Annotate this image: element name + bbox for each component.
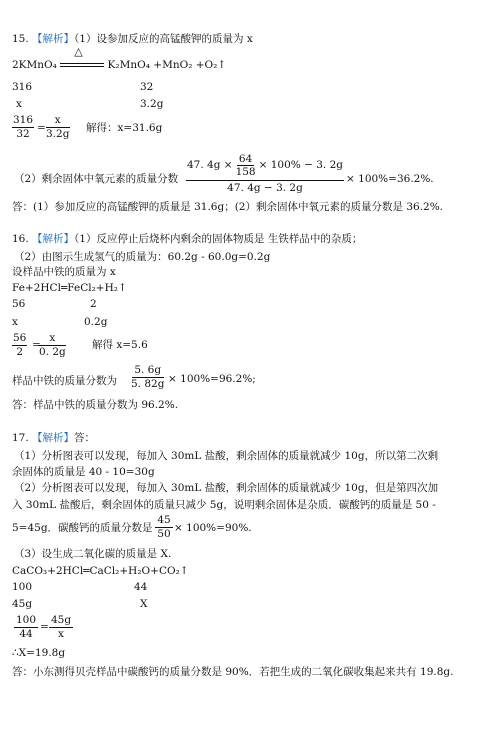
- q16-fraction-left: [12, 332, 27, 359]
- q17-equals: =: [40, 621, 49, 633]
- q15-part2-fraction: [186, 150, 344, 195]
- q16-mass-1: 56: [12, 298, 26, 310]
- q17-pct-fraction: [155, 514, 173, 541]
- q16-line-3: 设样品中铁的质量为 x: [12, 266, 116, 278]
- q16-frac-left-den: 2: [16, 346, 24, 358]
- q17-mass-1: 100: [12, 581, 33, 593]
- q17-title-tail: 答：: [74, 432, 96, 444]
- q15-p2-inner-fraction: [234, 153, 258, 178]
- q17-fraction-left: [14, 614, 38, 641]
- q16-number: 16.: [12, 233, 29, 245]
- q15-mass-1: 316: [12, 81, 33, 93]
- q16-frac-left-num: 56: [13, 332, 27, 344]
- q17-frac-right-num: 45g: [50, 614, 72, 626]
- q17-fraction-right: [49, 614, 73, 641]
- q16-solve: 解得 x=5.6: [92, 339, 148, 351]
- q16-pct-num: 5. 6g: [132, 364, 164, 378]
- q16-intro: （1）反应停止后烧杯内剩余的固体物质是 生铁样品中的杂质；: [74, 233, 363, 245]
- q17-pct-num: 45: [155, 514, 173, 528]
- q15-mass-2: 32: [140, 81, 154, 93]
- q15-heading: [12, 32, 253, 46]
- q15-frac-right-den: 3.2g: [46, 128, 70, 140]
- q15-heat-symbol: △: [74, 45, 83, 58]
- q17-line-1b: 余固体的质量是 40 - 10=30g: [12, 466, 155, 478]
- q15-equation: [12, 45, 227, 72]
- q17-analysis-tag: 【解析】: [32, 432, 75, 444]
- q17-line-2c-b: × 100%=90%.: [174, 522, 252, 534]
- q16-frac-right-num: x: [38, 332, 66, 346]
- q17-frac-left-num: 100: [15, 614, 37, 626]
- q15-analysis-tag: 【解析】: [32, 33, 75, 45]
- q16-pct-label: 样品中铁的质量分数为: [12, 375, 117, 387]
- q17-solve: ∴X=19.8g: [12, 647, 66, 659]
- q15-eq-left: 2KMnO₄: [12, 59, 57, 71]
- q15-equals: =: [37, 122, 46, 134]
- q15-frac-left-den: 32: [16, 128, 30, 140]
- q15-number: 15.: [12, 33, 29, 45]
- q15-part2-label: （2）剩余固体中氧元素的质量分数: [14, 173, 179, 185]
- q15-var-2: 3.2g: [140, 98, 164, 110]
- q16-line-2: （2）由图示生成氢气的质量为：60.2g - 60.0g=0.2g: [14, 251, 271, 263]
- q16-equation: Fe+2HCl═FeCl₂+H₂↑: [12, 282, 127, 294]
- q15-var-1: x: [16, 98, 22, 110]
- q17-line-1: （1）分析图表可以发现，每加入 30mL 盐酸，剩余固体的质量就减少 10g，所以第二次剩: [14, 450, 439, 462]
- q15-eq-right: K₂MnO₄ +MnO₂ +O₂↑: [107, 59, 227, 71]
- q15-p2-inner-num: 64: [238, 152, 253, 165]
- q16-pct-result: × 100%=96.2%;: [168, 373, 256, 385]
- q17-pct-den: 50: [157, 528, 171, 540]
- q15-intro: （1）设参加反应的高锰酸钾的质量为 x: [74, 33, 253, 45]
- q17-line-2b: 入 30mL 盐酸后，剩余固体的质量只减少 5g，说明剩余固体是杂质．碳酸钙的质量是 50 -: [12, 499, 436, 511]
- q15-p2-bottom: 47. 4g − 3. 2g: [227, 182, 303, 194]
- q15-frac-left-num: 316: [13, 114, 34, 126]
- q15-p2-top-b: × 100% − 3. 2g: [258, 159, 343, 171]
- q15-part2-numerator: [186, 150, 344, 181]
- q17-number: 17.: [12, 432, 29, 444]
- q15-eq-condition-arrow: [60, 45, 104, 72]
- q16-answer: 答：样品中铁的质量分数为 96.2%.: [12, 399, 179, 411]
- q15-fraction-left: [12, 114, 34, 141]
- q17-mass-2: 44: [134, 581, 148, 593]
- q17-line-2: （2）分析图表可以发现，每加入 30mL 盐酸，剩余固体的质量就减少 10g，但是第四次加: [14, 482, 439, 494]
- q15-answer: 答：(1）参加反应的高锰酸钾的质量是 31.6g；(2）剩余固体中氧元素的质量分数是 36.2%.: [12, 201, 444, 213]
- q15-p2-result: × 100%=36.2%.: [346, 173, 434, 185]
- q15-solve: 解得：x=31.6g: [86, 122, 163, 134]
- q17-heading: [12, 431, 95, 445]
- q17-frac-right-den: x: [58, 628, 64, 640]
- q16-var-2: 0.2g: [84, 316, 108, 328]
- q16-equals: =: [32, 339, 41, 351]
- q15-p2-inner-den: 158: [235, 165, 256, 178]
- q16-heading: [12, 232, 362, 246]
- q17-var-1: 45g: [12, 598, 33, 610]
- q16-mass-2: 2: [90, 298, 97, 310]
- q16-frac-right-den: 0. 2g: [39, 346, 66, 358]
- q17-equation: CaCO₃+2HCl═CaCl₂+H₂O+CO₂↑: [12, 565, 189, 577]
- q15-frac-right-num: x: [46, 114, 70, 128]
- q16-var-1: x: [12, 316, 18, 328]
- q17-var-2: X: [140, 598, 148, 610]
- q17-line-3: （3）设生成二氧化碳的质量是 X.: [14, 548, 172, 560]
- q16-analysis-tag: 【解析】: [32, 233, 75, 245]
- q17-frac-left-den: 44: [19, 628, 33, 640]
- q15-p2-top-a: 47. 4g ×: [186, 159, 233, 171]
- q16-pct-den: 5. 82g: [131, 378, 165, 390]
- q16-pct-fraction: [130, 364, 165, 391]
- q17-answer: 答：小东测得贝壳样品中碳酸钙的质量分数是 90%．若把生成的二氧化碳收集起来共有 19.8g.: [12, 666, 454, 678]
- q17-line-2c-a: 5=45g．碳酸钙的质量分数是: [12, 522, 153, 534]
- q15-fraction-right: [45, 114, 70, 141]
- q16-fraction-right: [38, 332, 67, 359]
